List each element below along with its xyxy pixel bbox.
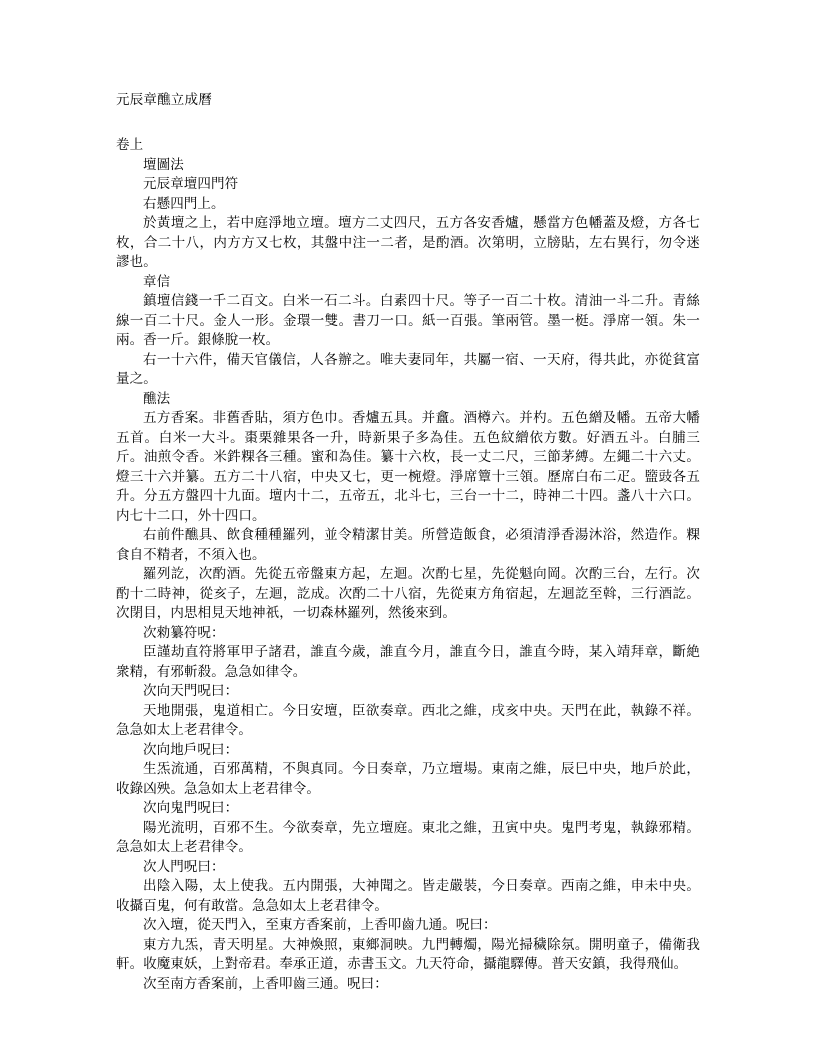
section-heading: 壇圖法	[143, 156, 184, 173]
section-heading: 次向鬼門呪曰：	[143, 800, 239, 816]
section-heading: 次向地戶呪曰：	[143, 741, 239, 758]
body-paragraph: 鎮壇信錢一千二百文。白米一石二斗。白素四十尺。等子一百二十枚。清油一斗二升。青絲線一百二十尺。金人一形。金環一雙。書刀一口。紙一百張。筆兩管。墨一梃。淨席一領。朱一兩。香一斤。銀條脫一枚。	[116, 293, 700, 348]
body-paragraph: 右一十六件，備天官儀信，人各辦之。唯夫妻同年，共屬一宿、一天府，得共此，亦從貧富量之。	[116, 351, 700, 387]
body-paragraph: 陽光流明，百邪不生。今欲奏章，先立壇庭。東北之維，丑寅中央。鬼門考鬼，執錄邪精。急急如太上老君律令。	[116, 819, 700, 855]
body-paragraph: 東方九炁，青天明星。大神煥照，東鄉洞映。九門轉燭，陽光掃穢除氛。開明童子，備衛我軒。收魔東妖，上對帝君。奉承正道，赤書玉文。九天符命，攝龍驛傳。普天安鎮，我得飛仙。	[116, 936, 700, 972]
body-paragraph: 天地開張，鬼道相亡。今日安壇，臣欲奏章。西北之維，戌亥中央。天門在此，執錄不祥。急急如太上老君律令。	[116, 702, 700, 738]
section-heading: 章信	[143, 273, 171, 290]
body-paragraph: 羅列訖，次酌酒。先從五帝盤東方起，左迴。次酌七星，先從魁向岡。次酌三台，左行。次酌十二時神，從亥子，左迴，訖成。次酌二十八宿，先從東方角宿起，左迴訖至斡，三行酒訖。次閉目，内思相見天地神祇，一切森林羅列，然後來到。	[116, 566, 700, 621]
body-paragraph: 生炁流通，百邪萬精，不與真同。今日奏章，乃立壇場。東南之維，辰巳中央，地戶於此，收錄凶殃。急急如太上老君律令。	[116, 761, 700, 797]
section-heading: 右懸四門上。	[143, 195, 225, 212]
section-heading: 醮法	[143, 390, 171, 407]
body-paragraph: 於黃壇之上，若中庭淨地立壇。壇方二丈四尺，五方各安香爐，懸當方色幡蓋及燈，方各七枚，合二十八，内方方又七枚，其盤中注一二者，是酌酒。次第明，立牓貼，左右異行，勿令迷謬也。	[116, 215, 700, 270]
section-heading: 次勑纂符呪：	[143, 624, 225, 641]
section-heading: 次人門呪曰：	[143, 858, 225, 875]
body-paragraph: 次至南方香案前，上香叩齒三通。呪曰：	[143, 975, 388, 992]
body-paragraph: 次入壇，從天門入，至東方香案前，上香叩齒九通。呪曰：	[143, 917, 497, 933]
body-paragraph: 出陰入陽，太上使我。五内開張，大神聞之。皆走嚴裝，今日奏章。西南之維，申未中央。收攝百鬼，何有敢當。急急如太上老君律令。	[116, 878, 700, 914]
volume-heading: 卷上	[116, 137, 144, 153]
body-paragraph: 臣謹劫直符將軍甲子諸君，誰直今歲，誰直今月，誰直今日，誰直今時，某入靖拜章，斷絶衆精，有邪斬殺。急急如律令。	[116, 644, 700, 680]
section-heading: 元辰章壇四門符	[143, 176, 239, 192]
document-title: 元辰章醮立成曆	[116, 92, 212, 108]
document-body	[116, 156, 700, 995]
body-paragraph: 五方香案。非舊香貼，須方色巾。香爐五具。并盫。酒樽六。并杓。五色繒及幡。五帝大幡五首。白米一大斗。棗栗雜果各一升，時新果子多為佳。五色紋繒依方數。好酒五斗。白脯三斤。油煎令香。米鈝粿各三種。蜜和為佳。纂十六枚，長一丈二尺，三節茅縛。左繩二十六丈。燈三十六并纂。五方二十八宿，中央又七，更一椀燈。淨席簟十三領。歷席白布二疋。盬豉各五升。分五方盤四十九面。壇内十二，五帝五，北斗七，三台一十二，時神二十四。盞八十六口。内七十二口，外十四口。	[116, 410, 700, 524]
section-heading: 次向天門呪曰：	[143, 683, 239, 699]
body-paragraph: 右前件醮具、飲食種種羅列，並令精潔甘美。所營造飯食，必須清淨香湯沐浴，然造作。粿食自不精者，不須入也。	[116, 527, 700, 563]
